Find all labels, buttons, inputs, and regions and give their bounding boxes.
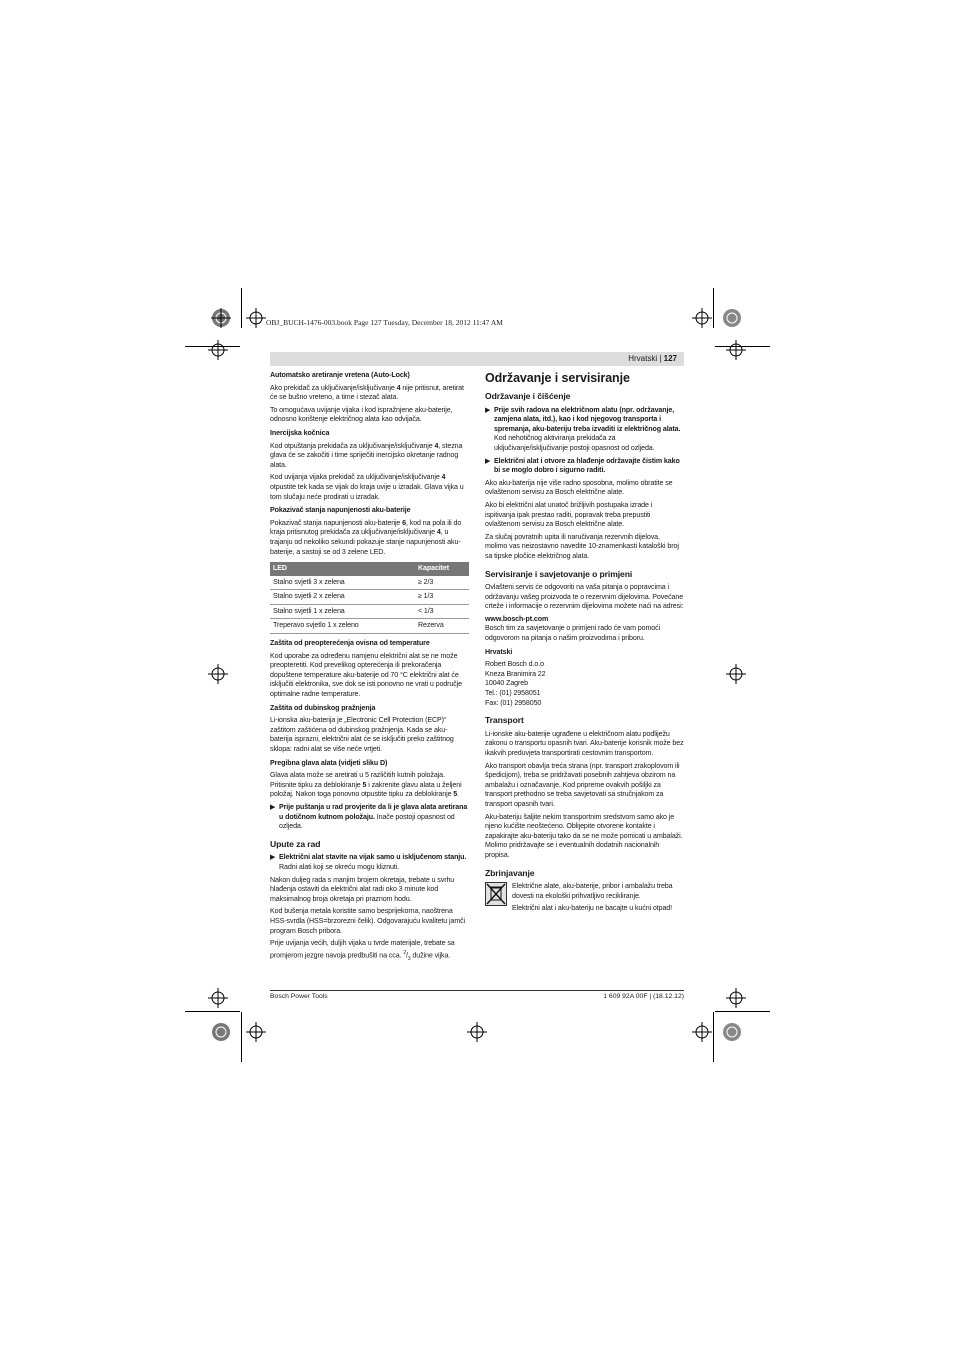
transport-heading: Transport [485,715,524,726]
temp-paragraph: Kod uporabe za određenu namjenu električni alat se ne može preopteretiti. Kod prevelikog opterećenja ili prekoračenja dopuštene temperature aku-baterije od 70 °C električni alat će isključiti elektronika, sve dok se isti ponovno ne vrati u područje optimalne radne temperature. [270,651,463,699]
registration-target-icon [692,308,712,328]
table-row [270,604,469,619]
table-cell: ≥ 1/3 [415,590,469,605]
tool-head-heading: Pregibna glava alata (vidjeti sliku D) [270,758,388,767]
address-line: 10040 Zagreb [485,679,528,688]
address-line: Kneza Branimira 22 [485,669,546,678]
registration-mark-icon [722,1022,742,1042]
table-cell: Stalno svjetli 2 x zelena [270,590,415,605]
footer-divider [270,990,684,991]
service-heading: Servisiranje i savjetovanje o primjeni [485,568,633,579]
table-header-capacity: Kapacitet [415,562,469,576]
table-row [270,590,469,605]
bullet-triangle-icon: ▶ [485,457,491,465]
autolock-paragraph-2: To omogućava uvijanje vijaka i kod ispražnjene aku-baterije, odnosno korištenje električnog alata kao odvijača. [270,405,453,424]
disposal-paragraph-1: Električne alate, aku-baterije, pribor i ambalažu treba dovesti na ekološki prihvatljivo recikliranje. [512,882,673,900]
brake-paragraph-1: Kod otpuštanja prekidača za uključivanje/isključivanje 4, stezna glava će se zakočiti i time spriječiti inercijsko okretanje radnog alata. [270,441,463,469]
disposal-paragraph-2: Električni alat i aku-bateriju ne bacajte u kućni otpad! [512,904,673,913]
table-cell: < 1/3 [415,604,469,619]
registration-target-icon [208,988,228,1008]
table-header-row [270,562,469,576]
maintenance-paragraph-1: Ako aku-baterija nije više radno sposobna, molimo obratite se ovlaštenom servisu za Bosch električne alate. [485,478,673,497]
address-block [485,660,684,708]
registration-mark-icon [211,308,231,328]
maintenance-warning-1: ▶ Prije svih radova na električnom alatu (npr. održavanje, zamjena alata, itd.), kao i kod njegovog transporta i spremanja, aku-bateriju treba izvaditi iz električnog alata. Kod nehotičnog aktiviranja prekidača za uključivanje/isključivanje postoji opasnost od ozljeda. [485,405,681,452]
service-paragraph-1: Ovlašteni servis će odgovoriti na vaša pitanja o popravcima i održavanju vašeg proizvoda te o rezervnim dijelovima. Povećane crteže i informacije o rezervnim dijelovima možete naći na adresi: [485,583,684,611]
table-header-led: LED [270,562,415,576]
tips-paragraph-2: Kod bušenja metala koristite samo besprijekorna, naoštrena HSS-svrdla (HSS=brzorezni čelik). Odgovarajuću kvalitetu jamči program Bosch pribora. [270,907,466,935]
maintenance-warning-2: ▶ Električni alat i otvore za hlađenje održavajte čistim kako bi se moglo dobro i sigurno raditi. [485,456,680,475]
autolock-paragraph-1: Ako prekidač za uključivanje/isključivanje 4 nije pritisnut, aretirat će se bušno vreteno, a time i stezač alata. [270,383,464,402]
charge-heading: Pokazivač stanja napunjenosti aku-baterije [270,506,411,515]
registration-target-icon [726,340,746,360]
table-row [270,576,469,590]
bullet-triangle-icon: ▶ [270,854,276,862]
table-cell: Stalno svjetli 1 x zelena [270,604,415,619]
temp-heading: Zaštita od preopterećenja ovisna od temperature [270,639,430,648]
tool-head-paragraph: Glava alata može se aretirati u 5 različitih kutnih položaja. Pritisnite tipku za deblokiranje 5 i zakrenite glavu alata u željeni položaj. Nakon toga ponovno otpustite tipku za deblokiranje 5. [270,771,462,799]
tool-head-warning: ▶ Prije puštanja u rad provjerite da li je glava alata aretirana u dotičnom kutnom položaju. Inače postoji opasnost od ozljeda. [270,802,468,831]
registration-mark-icon [722,308,742,328]
registration-target-icon [208,664,228,684]
brake-paragraph-2: Kod uvijanja vijaka prekidač za uključivanje/isključivanje 4 otpustite tek kada se vijak do kraja uvije u izradak. Glava vijka u tom slučaju neće prodirati u izradak. [270,473,464,501]
page-header [270,352,684,366]
tips-paragraph-1: Nakon duljeg rada s manjim brojem okretaja, trebate u svrhu hlađenja ostaviti da električni alat radi oko 3 minute kod maksimalnog broja okretaja pri praznom hodu. [270,875,455,903]
address-line: Fax: (01) 2958050 [485,698,542,707]
disposal-heading: Zbrinjavanje [485,867,535,878]
charge-paragraph: Pokazivač stanja napunjenosti aku-baterije 6, kod na pola ili do kraja pritisnutog prekidača za uključivanje/isključivanje 4, u trajanju od nekoliko sekundi pokazuje stanje napunjenosti aku-baterije, a sastoji se od 3 zelene LED. [270,518,462,556]
registration-target-icon [246,1022,266,1042]
footer-document-number: 1 609 92A 00F | (18.12.12) [603,993,684,1000]
deep-discharge-paragraph: Li-ionska aku-baterija je „Electronic Cell Protection (ECP)“ zaštitom zaštićena od dubinskog pražnjenja. Kada se aku-baterija isprazni, električni alat će se isključiti preko zaštitnog sklopa: radni alat se više neće vrtjeti. [270,716,454,753]
registration-mark-icon [211,1022,231,1042]
table-cell: ≥ 2/3 [415,576,469,590]
maintenance-paragraph-2: Ako bi električni alat unatoč brižljivih postupaka izrade i ispitivanja ipak prestao raditi, popravak treba prepustiti ovlaštenom servisu za Bosch električne alate. [485,500,653,529]
registration-target-icon [692,1022,712,1042]
registration-target-icon [246,308,266,328]
transport-paragraph-1: Li-ionske aku-baterije ugrađene u električnom alatu podliježu zakonu o transportu opasnih tvari. Aku-baterije korisnik može bez ikakvih preduvjeta transportirati cestovnim transportom. [485,729,684,757]
table-cell: Treperavo svjetlo 1 x zeleno [270,619,415,634]
address-line: Robert Bosch d.o.o [485,660,544,669]
autolock-heading: Automatsko aretiranje vretena (Auto-Lock) [270,371,410,379]
table-cell: Stalno svjetli 3 x zelena [270,576,415,590]
section-title: Održavanje i servisiranje [485,371,630,385]
registration-target-icon [726,664,746,684]
tips-heading: Upute za rad [270,838,321,849]
bullet-triangle-icon: ▶ [270,803,276,811]
registration-target-icon [726,988,746,1008]
country-heading: Hrvatski [485,647,513,656]
left-column [270,371,469,967]
service-url: www.bosch-pt.com [485,614,549,623]
footer-brand: Bosch Power Tools [270,993,328,1000]
led-table [270,562,469,634]
crossed-bin-icon [485,882,507,906]
service-paragraph-2: Bosch tim za savjetovanje o primjeni rado će vam pomoći odgovorom na pitanja o našim proizvodima i priboru. [485,624,661,643]
header-text [628,354,677,363]
transport-paragraph-2: Ako transport obavlja treća strana (npr. transport zrakoplovom ili špedicijom), treba se pridržavati posebnih zahtjeva obzirom na ambalažu i označavanje. Kod pripreme ovakvih pošiljki za transport prethodno se treba savjetovati sa stručnjakom za transport opasnih tvari. [485,761,680,808]
header-language: Hrvatski [628,354,658,363]
disposal-block [485,882,684,917]
maintenance-paragraph-3: Za slučaj povratnih upita ili naručivanja rezervnih dijelova, molimo vas neizostavno navedite 10-znamenkasti kataloški broj sa tipske pločice električnog alata. [485,532,679,560]
deep-discharge-heading: Zaštita od dubinskog pražnjenja [270,703,376,712]
table-cell: Rezerva [415,619,469,634]
page-number: 127 [663,354,677,363]
maintenance-heading: Održavanje i čišćenje [485,391,571,401]
transport-paragraph-3: Aku-bateriju šaljite nekim transportnim sredstvom samo ako je njeno kućište neoštećeno. Oblijepite otvorene kontakte i zapakirajte aku-bateriju tako da se ne može pomicati u ambalaži. Molimo pridržavajte se i eventualnih dodatnih nacionalnih propisa. [485,812,683,859]
right-column [485,371,684,917]
registration-target-icon [467,1022,487,1042]
header-separator: | [659,354,662,363]
address-line: Tel.: (01) 2958051 [485,689,541,698]
bullet-triangle-icon: ▶ [485,406,491,414]
print-info: OBJ_BUCH-1476-003.book Page 127 Tuesday, December 18, 2012 11:47 AM [266,318,503,327]
brake-heading: Inercijska kočnica [270,428,330,437]
table-row [270,619,469,634]
registration-target-icon [208,340,228,360]
tips-warning: ▶ Električni alat stavite na vijak samo u isključenom stanju. Radni alati koji se okreću mogu kliznuti. [270,853,467,871]
tips-paragraph-3: Prije uvijanja većih, duljih vijaka u tvrde materijale, trebate sa promjerom jezgre navoja predbušiti na cca. $^2/_3$ dužine vijka. [270,939,455,962]
